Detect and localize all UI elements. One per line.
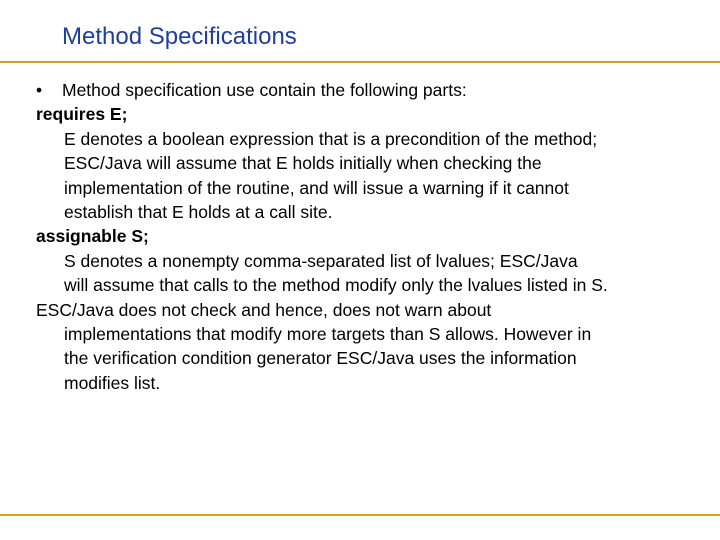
assignable-desc-line-2: will assume that calls to the method modify only the lvalues listed in S. xyxy=(64,275,608,296)
requires-desc-line-1: E denotes a boolean expression that is a precondition of the method; xyxy=(64,128,598,149)
requires-desc-line-2: ESC/Java will assume that E holds initially when checking the xyxy=(64,153,542,174)
assignable-heading: assignable S; xyxy=(36,226,149,247)
escjava-note-line-1: ESC/Java does not check and hence, does not warn about xyxy=(36,299,492,320)
requires-desc-line-3: implementation of the routine, and will issue a warning if it cannot xyxy=(64,177,569,198)
bullet-text: Method specification use contain the following parts: xyxy=(62,80,467,100)
slide-body xyxy=(36,78,706,395)
requires-desc-line-4: establish that E holds at a call site. xyxy=(64,202,333,223)
title-underline xyxy=(0,61,720,63)
footer-rule xyxy=(0,514,720,516)
escjava-note-line-4: modifies list. xyxy=(64,372,161,393)
requires-heading: requires E; xyxy=(36,104,128,125)
bullet-item xyxy=(36,78,706,102)
bullet-icon: • xyxy=(36,80,43,100)
assignable-desc-line-1: S denotes a nonempty comma-separated list of lvalues; ESC/Java xyxy=(64,250,578,271)
escjava-note-line-2: implementations that modify more targets than S allows. However in xyxy=(64,324,592,345)
slide-title: Method Specifications xyxy=(62,23,297,50)
escjava-note-line-3: the verification condition generator ESC/Java uses the information xyxy=(64,348,577,369)
